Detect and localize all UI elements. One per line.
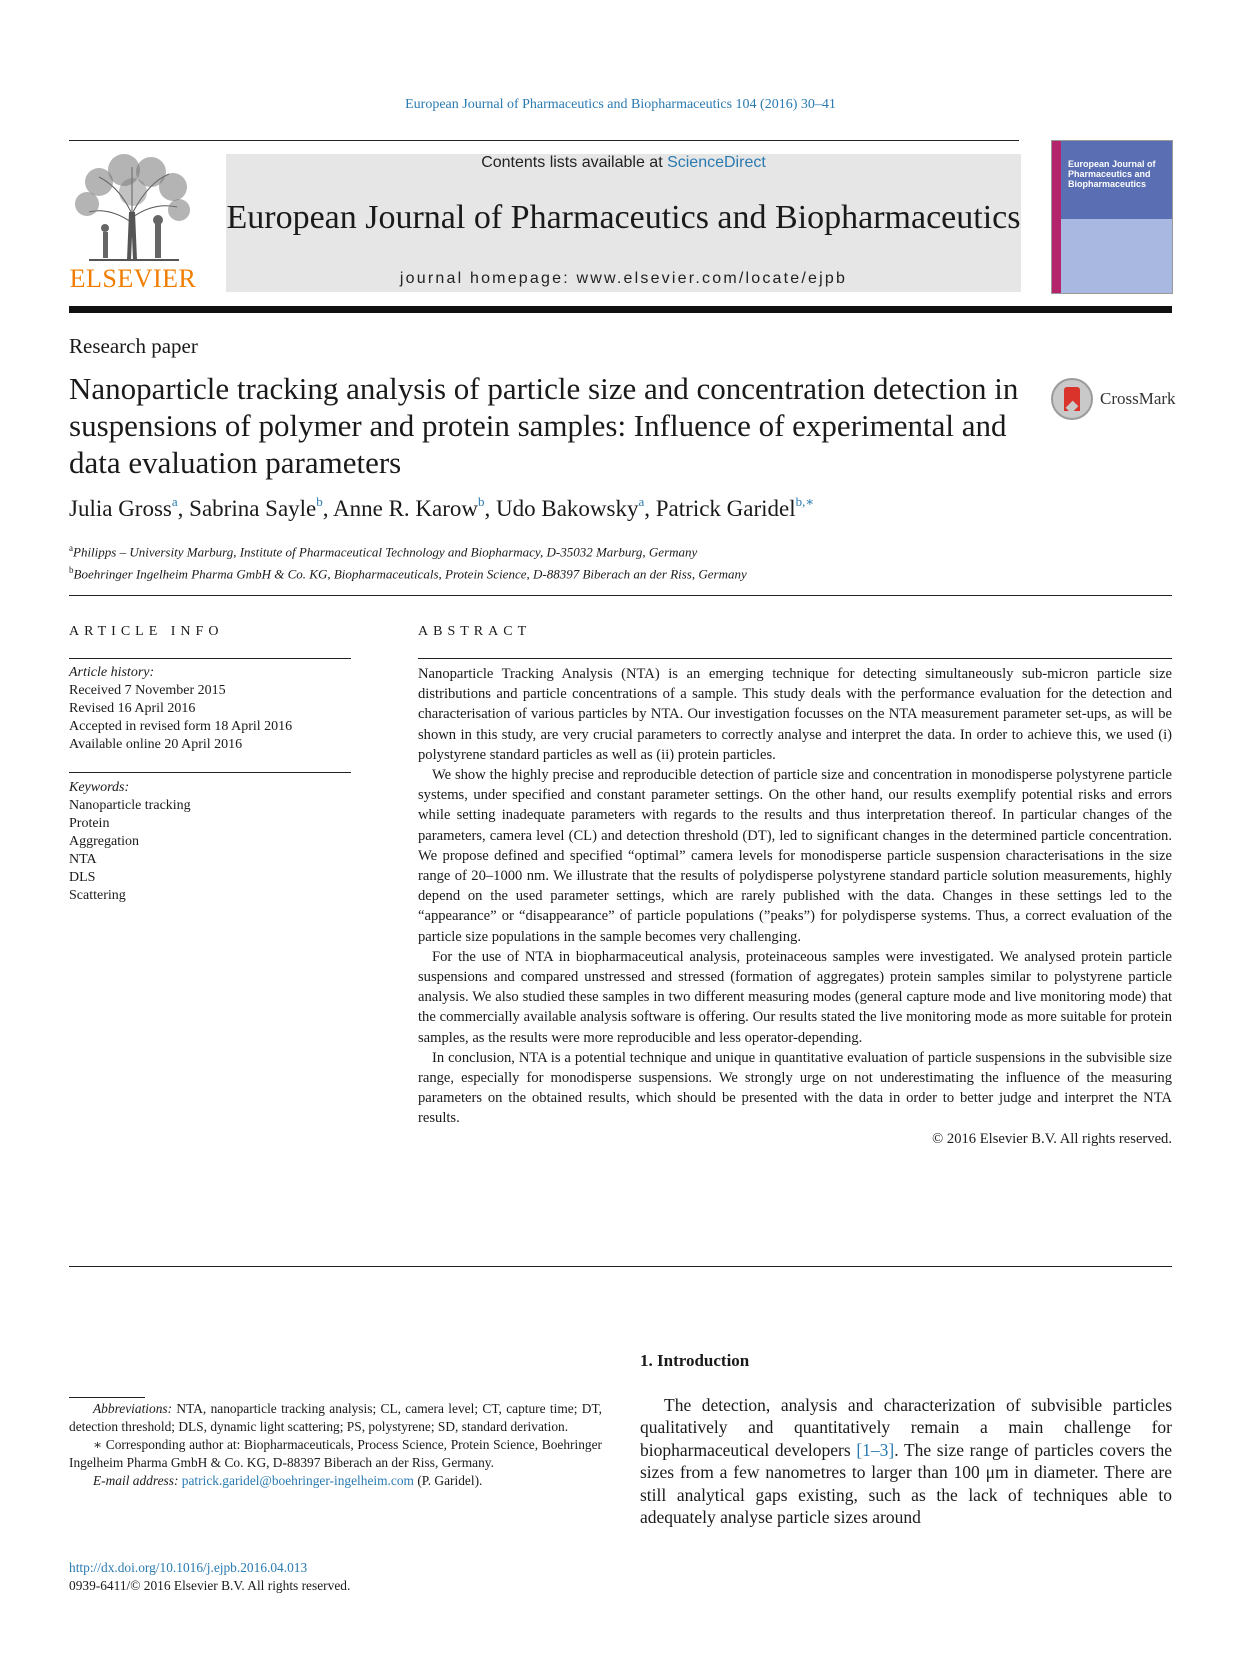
author-name: Udo Bakowsky: [496, 496, 639, 521]
keywords: [69, 779, 351, 905]
affiliation-item: $^b$Boehringer Ingelheim Pharma GmbH & Co. KG, Biopharmaceuticals, Protein Science, D-88397 Biberach an der Riss, Germany: [69, 565, 747, 582]
history-item: Received 7 November 2015: [69, 683, 226, 698]
cover-stripe: [1052, 141, 1061, 293]
author-name: Anne R. Karow: [333, 496, 478, 521]
reference-link[interactable]: [1–3]: [856, 1439, 895, 1460]
email-footnote: E-mail address: patrick.garidel@boehringer-ingelheim.com (P. Garidel).: [93, 1473, 483, 1488]
keyword: Protein: [69, 816, 110, 831]
article-title: Nanoparticle tracking analysis of particle size and concentration detection in suspensions of polymer and protein samples: Influence of experimental and data evaluation parameters: [69, 371, 1019, 480]
issn-line: 0939-6411/© 2016 Elsevier B.V. All rights reserved.: [69, 1578, 351, 1593]
author-list: Julia Gross$^a$, Sabrina Sayle$^b$, Anne R. Karow$^b$, Udo Bakowsky$^a$, Patrick Garidel$^{b,∗}$: [69, 494, 815, 521]
keyword: Scattering: [69, 888, 126, 903]
header-rule: [69, 140, 1019, 141]
keywords-label: Keywords:: [69, 780, 130, 795]
keyword: NTA: [69, 852, 97, 867]
author-name: Sabrina Sayle: [189, 496, 317, 521]
header-thick-rule: [69, 306, 1172, 313]
keyword: DLS: [69, 870, 96, 885]
history-item: Accepted in revised form 18 April 2016: [69, 719, 293, 734]
journal-homepage: journal homepage: www.elsevier.com/locate/ejpb: [399, 270, 848, 287]
title-rule: [69, 595, 1172, 596]
homepage-link[interactable]: www.elsevier.com/locate/ejpb: [576, 270, 848, 287]
author-name: Julia Gross: [69, 496, 172, 521]
article-history: [69, 664, 351, 754]
history-label: Article history:: [69, 665, 155, 680]
contents-line: Contents lists available at ScienceDirect: [481, 154, 766, 171]
abbreviations-footnote: Abbreviations: NTA, nanoparticle tracking analysis; CL, camera level; CT, capture time; DT, detection threshold; DLS, dynamic light scattering; PS, polystyrene; SD, standard derivation.: [69, 1401, 602, 1434]
introduction-heading: 1. Introduction: [640, 1351, 750, 1370]
abstract-bottom-rule: [69, 1266, 1172, 1267]
abstract-paragraph: We show the highly precise and reproducible detection of particle size and concentration in monodisperse polystyrene particle systems, under specified and constant parameter settings. On the other hand, our results exemplify potential risks and errors while setting inadequate parameters with regards to the results and thus interpretation thereof. In particular changes of the parameters, camera level (CL) and detection threshold (DT), led to significant changes in the determined particle concentration. We propose defined and specified “optimal” camera levels for monodisperse particle suspension characterisations in the size range of 20–1000 nm. We illustrate that the results of polydisperse polystyrene standard particle solution measurements, highly depend on the used parameter settings, which are rarely published with the data. Changes in these settings led to the “appearance” or “disappearance” of particle populations (”peaks”) for polydisperse systems. Thus, a correct evaluation of the particle size populations in the sample becomes very challenging.: [418, 767, 1172, 945]
author-affiliation-mark[interactable]: b,∗: [795, 494, 815, 509]
corresponding-author-footnote: ∗ Corresponding author at: Biopharmaceuticals, Process Science, Protein Science, Boehringer Ingelheim Pharma GmbH & Co. KG, D-88397 Biberach an der Riss, Germany.: [69, 1437, 602, 1470]
journal-citation[interactable]: European Journal of Pharmaceutics and Biopharmaceutics 104 (2016) 30–41: [405, 97, 836, 112]
affiliation-item: $^a$Philipps – University Marburg, Institute of Pharmaceutical Technology and Biopharmacy, D-35032 Marburg, Germany: [69, 543, 698, 560]
keyword: Aggregation: [69, 834, 139, 849]
cover-lower-panel: [1061, 219, 1172, 293]
elsevier-logo: [69, 152, 197, 294]
abstract-paragraph: In conclusion, NTA is a potential technique and unique in quantitative evaluation of particle suspensions in the subvisible size range, especially for monodisperse suspensions. We strongly urge on not underestimating the influence of the measuring parameters on the obtained results, which should be presented with the data in order to better judge and interpret the NTA results.: [418, 1049, 1172, 1127]
journal-cover[interactable]: [1051, 140, 1173, 294]
journal-name: European Journal of Pharmaceutics and Biopharmaceutics: [226, 199, 1021, 236]
footnotes: [69, 1400, 602, 1490]
crossmark-label: CrossMark: [1100, 389, 1176, 408]
elsevier-wordmark: ELSEVIER: [69, 264, 197, 293]
crossmark-icon: [1051, 378, 1093, 420]
keywords-rule: [69, 772, 351, 773]
abstract-copyright: © 2016 Elsevier B.V. All rights reserved.: [932, 1130, 1172, 1147]
footnote-rule: [69, 1397, 145, 1398]
crossmark-badge[interactable]: [1051, 378, 1176, 423]
abstract-rule: [418, 658, 1172, 659]
sciencedirect-link[interactable]: ScienceDirect: [667, 154, 766, 171]
email-link[interactable]: patrick.garidel@boehringer-ingelheim.com: [181, 1473, 414, 1488]
article-info-rule: [69, 658, 351, 659]
introduction-paragraph: The detection, analysis and characterization of subvisible particles qualitatively and quantitatively remain a main challenge for biopharmaceutical developers [1–3]. The size range of particles covers the sizes from a few nanometres to larger than 100 μm in diameter. There are still analytical gaps existing, such as the lack of techniques able to adequately analyse particle sizes around: [640, 1395, 1172, 1528]
author-name: Patrick Garidel: [655, 496, 796, 521]
author-affiliation-mark[interactable]: b: [478, 494, 485, 509]
history-item: Available online 20 April 2016: [69, 737, 243, 752]
article-type: Research paper: [69, 334, 198, 358]
introduction-body: [640, 1394, 1172, 1528]
doi-block: [69, 1559, 350, 1595]
abstract-paragraph: Nanoparticle Tracking Analysis (NTA) is an emerging technique for detecting simultaneously sub-micron particle size distributions and particle concentrations of a sample. This study deals with the performance evaluation for the detection and characterisation of various particles by NTA. Our investigation focusses on the NTA measurement parameter set-ups, as will be shown in this study, are very crucial parameters to correctly analyse and interpret the data. In order to achieve this, we used (i) polystyrene standard particles as well as (ii) protein particles.: [418, 666, 1172, 763]
author-affiliation-mark[interactable]: a: [638, 494, 645, 509]
history-item: Revised 16 April 2016: [69, 701, 196, 716]
cover-title: European Journal of Pharmaceutics and Biopharmaceutics: [1068, 159, 1156, 189]
abstract-paragraph: For the use of NTA in biopharmaceutical analysis, proteinaceous samples were investigated. We analysed protein particle suspensions and compared unstressed and stressed (formation of aggregates) protein samples similar to polystyrene particle analysis. We also studied these samples in two different measuring modes (general capture mode and live monitoring mode) that the commercially available analysis software is offering. Our results stated the live monitoring mode as more suitable for protein samples, as the results were more reproducible and less operator-depending.: [418, 948, 1172, 1046]
affiliations: [69, 539, 1169, 584]
article-info-heading: ARTICLE INFO: [69, 624, 224, 639]
author-affiliation-mark[interactable]: b: [316, 494, 323, 509]
abstract-heading: ABSTRACT: [418, 624, 532, 639]
elsevier-tree-icon: [69, 152, 197, 262]
abstract-body: [418, 664, 1172, 1149]
keyword: Nanoparticle tracking: [69, 798, 191, 813]
doi-link[interactable]: http://dx.doi.org/10.1016/j.ejpb.2016.04.013: [69, 1560, 308, 1575]
author-affiliation-mark[interactable]: a: [171, 494, 178, 509]
